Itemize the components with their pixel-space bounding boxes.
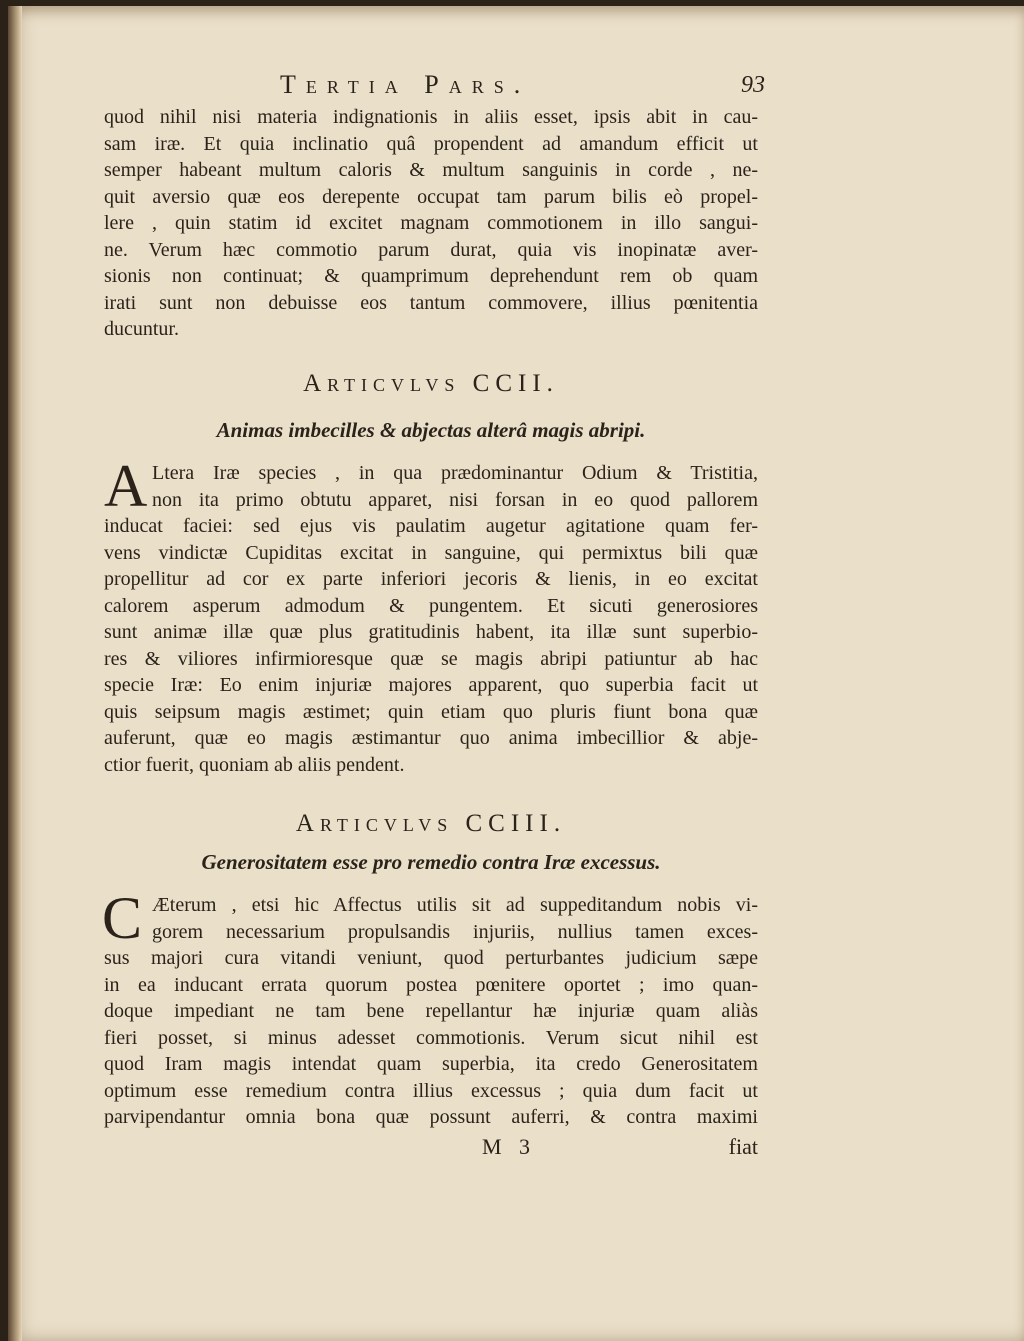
- text-line: lere , quin statim id excitet magnam commotionem in illo sangui-: [104, 212, 758, 234]
- text-line: gorem necessarium propulsandis injuriis, nullius tamen exces-: [152, 920, 758, 943]
- paragraph-continuation: [104, 104, 758, 343]
- drop-cap-c: C: [102, 885, 143, 951]
- text-line: sunt animæ illæ quæ plus gratitudinis habent, ita illæ sunt superbio-: [104, 621, 758, 643]
- page-gutter: [8, 6, 22, 1341]
- text-line: vens vindictæ Cupiditas excitat in sanguine, qui permixtus bili quæ: [104, 541, 758, 564]
- text-line: quis seipsum magis æstimet; quin etiam quo pluris fiunt bona quæ: [104, 700, 758, 723]
- article-203-body: [104, 892, 758, 1131]
- page-header: [280, 70, 765, 102]
- text-line: Æterum , etsi hic Affectus utilis sit ad suppeditandum nobis vi-: [152, 894, 758, 916]
- text-line: quit aversio quæ eos derepente occupat tam parum bilis eò propel-: [104, 185, 758, 208]
- text-line: ducuntur.: [104, 318, 179, 340]
- text-line: sus majori cura vitandi veniunt, quod perturbantes judicium sæpe: [104, 947, 758, 969]
- text-line: quod nihil nisi materia indignationis in aliis esset, ipsis abit in cau-: [104, 106, 758, 128]
- text-line: doque impediant ne tam bene repellantur hæ injuriæ quam aliàs: [104, 1000, 758, 1022]
- page-footer: [104, 1134, 758, 1162]
- text-line: quod Iram magis intendat quam superbia, ita credo Generositatem: [104, 1053, 758, 1075]
- text-line: sam iræ. Et quia inclinatio quâ propendent ad amandum efficit ut: [104, 132, 758, 155]
- text-line: parvipendantur omnia bona quæ possunt auferri, & contra maximi: [104, 1106, 758, 1128]
- text-line: res & viliores infirmioresque quæ se magis abripi patiuntur ab hac: [104, 647, 758, 670]
- text-line: auferunt, quæ eo magis æstimantur quo anima imbecillior & abje-: [104, 727, 758, 749]
- text-line: Ltera Iræ species , in qua prædominantur Odium & Tristitia,: [152, 462, 758, 484]
- text-line: ctior fuerit, quoniam ab aliis pendent.: [104, 753, 405, 776]
- page-number: 93: [741, 72, 765, 98]
- text-line: propellitur ad cor ex parte inferiori jecoris & lienis, in eo excitat: [104, 568, 758, 590]
- text-line: inducat faciei: sed ejus vis paulatim augetur agitatione quam fer-: [104, 515, 758, 537]
- text-line: irati sunt non debuisse eos tantum commovere, illius pœnitentia: [104, 291, 758, 314]
- text-line: semper habeant multum caloris & multum sanguinis in corde , ne-: [104, 159, 758, 181]
- running-head: Tertia Pars.: [280, 70, 531, 99]
- text-line: non ita primo obtutu apparet, nisi forsan in eo quod pallorem: [152, 488, 758, 511]
- signature-mark: M 3: [482, 1134, 537, 1159]
- article-title-202: Animas imbecilles & abjectas alterâ magis abripi.: [216, 418, 646, 442]
- article-heading-202: Articvlvs CCII.: [303, 370, 559, 397]
- article-heading-203: Articvlvs CCIII.: [295, 810, 567, 837]
- drop-cap-a: A: [104, 453, 148, 519]
- text-line: optimum esse remedium contra illius excessus ; quia dum facit ut: [104, 1079, 758, 1102]
- text-line: in ea inducant errata quorum postea pœnitere oportet ; imo quan-: [104, 973, 758, 996]
- catchword: fiat: [728, 1134, 758, 1159]
- article-title-203: Generositatem esse pro remedio contra Iræ excessus.: [201, 850, 661, 874]
- text-line: calorem asperum admodum & pungentem. Et sicuti generosiores: [104, 594, 758, 617]
- text-line: fieri posset, si minus adesset commotionis. Verum sicut nihil est: [104, 1026, 758, 1049]
- article-202-body: [104, 460, 758, 778]
- text-line: specie Iræ: Eo enim injuriæ majores apparent, quo superbia facit ut: [104, 674, 758, 696]
- text-line: ne. Verum hæc commotio parum durat, quia vis inopinatæ aver-: [104, 238, 758, 261]
- text-line: sionis non continuat; & quamprimum deprehendunt rem ob quam: [104, 265, 758, 287]
